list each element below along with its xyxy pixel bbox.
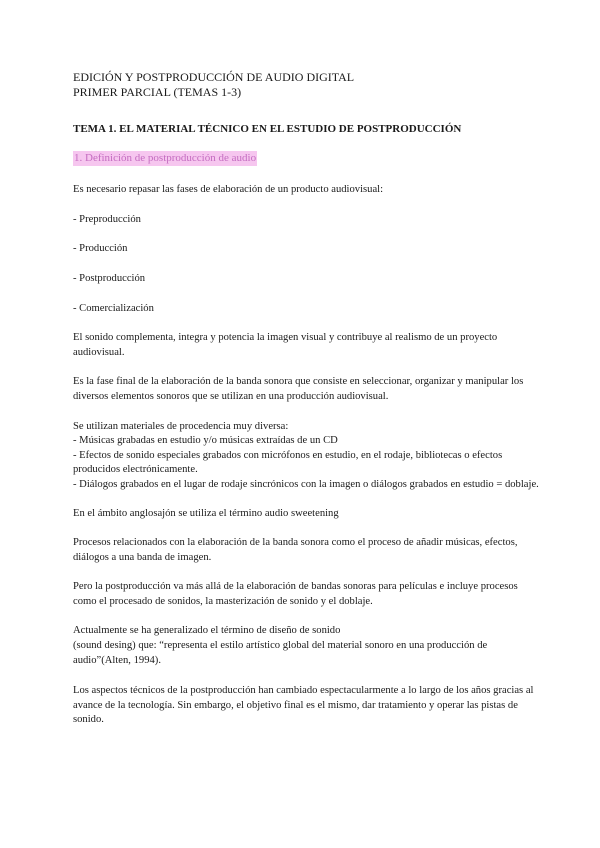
phase-item: - Preproducción: [73, 213, 141, 225]
paragraph-processes: Procesos relacionados con la elaboración de la banda sonora como el proceso de añadir músicas, efectos, diálogos a una banda de imagen.: [73, 537, 518, 563]
phase-item: - Comercialización: [73, 302, 154, 314]
phase-item: - Producción: [73, 243, 128, 255]
document-body: [73, 70, 543, 728]
paragraph-sound-role: El sonido complementa, integra y potencia la imagen visual y contribuye al realismo de un proyecto audiovisual.: [73, 332, 498, 358]
paragraph-sound-design-quote: (sound desing) que: “representa el estilo artístico global del material sonoro en una producción de audio”(Alten, 1994).: [73, 640, 488, 666]
materials-intro: Se utilizan materiales de procedencia muy diversa:: [73, 420, 289, 432]
chapter-heading: TEMA 1. EL MATERIAL TÉCNICO EN EL ESTUDIO DE POSTPRODUCCIÓN: [73, 123, 462, 135]
paragraph-sound-design: Actualmente se ha generalizado el término de diseño de sonido: [73, 625, 341, 637]
phase-item: - Postproducción: [73, 272, 146, 284]
course-title: EDICIÓN Y POSTPRODUCCIÓN DE AUDIO DIGITAL: [73, 70, 355, 84]
exam-subtitle: PRIMER PARCIAL (TEMAS 1-3): [73, 85, 242, 99]
material-item: - Diálogos grabados en el lugar de rodaje sincrónicos con la imagen o diálogos grabados en estudio = doblaje.: [73, 478, 539, 490]
paragraph-final-phase: Es la fase final de la elaboración de la banda sonora que consiste en seleccionar, organizar y manipular los diversos elementos sonoros que se utilizan en una producción audiovisual.: [73, 376, 524, 402]
intro-paragraph: Es necesario repasar las fases de elaboración de un producto audiovisual:: [73, 184, 384, 196]
paragraph-beyond: Pero la postproducción va más allá de la elaboración de bandas sonoras para películas e incluye procesos como el procesado de sonidos, la masterización de sonido y el doblaje.: [73, 581, 518, 607]
material-item: - Músicas grabadas en estudio y/o músicas extraídas de un CD: [73, 435, 338, 447]
paragraph-technical-aspects: Los aspectos técnicos de la postproducción han cambiado espectacularmente a lo largo de los años gracias al avance de la tecnología. Sin embargo, el objetivo final es el mismo, dar tratamiento y operar las pistas de sonido.: [73, 685, 534, 726]
section-heading-highlighted: 1. Definición de postproducción de audio: [74, 151, 257, 164]
material-item: - Efectos de sonido especiales grabados con micrófonos en estudio, en el rodaje, bibliotecas o efectos producidos electrónicamente.: [73, 449, 503, 476]
paragraph-audio-sweetening: En el ámbito anglosajón se utiliza el término audio sweetening: [73, 507, 339, 519]
